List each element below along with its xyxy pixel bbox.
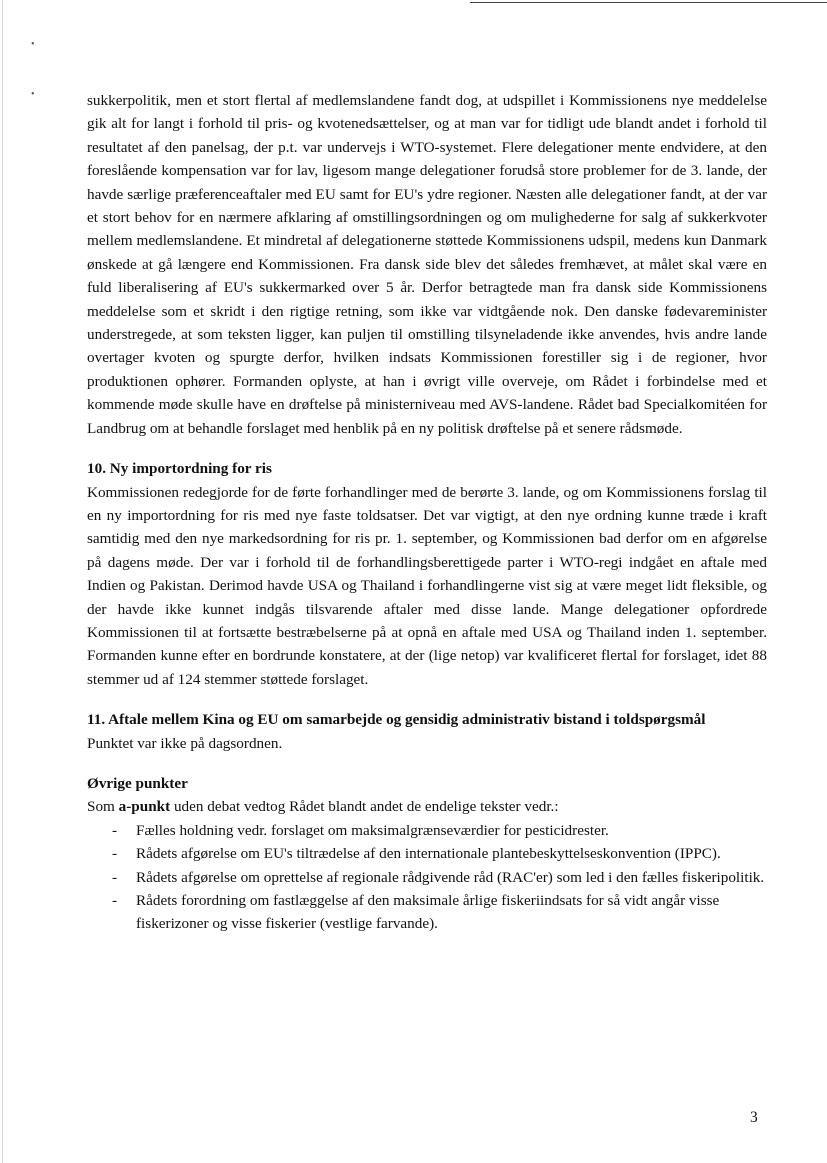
list-item-text: Fælles holdning vedr. forslaget om maksimalgrænseværdier for pesticidrester.	[136, 821, 609, 839]
intro-suffix: uden debat vedtog Rådet blandt andet de endelige tekster vedr.:	[170, 798, 559, 816]
other-points-intro	[87, 795, 767, 818]
scan-speck: •	[31, 39, 35, 50]
bullet-dash: -	[112, 821, 118, 839]
scan-edge-top	[470, 2, 827, 3]
bullet-dash: -	[112, 845, 118, 863]
heading-china-eu-agreement: 11. Aftale mellem Kina og EU om samarbejde og gensidig administrativ bistand i toldspørgsmål	[87, 711, 706, 729]
intro-prefix: Som	[87, 798, 119, 816]
scan-edge-left	[2, 0, 3, 1163]
list-item-text: Rådets forordning om fastlæggelse af den maksimale årlige fiskeriindsats for så vidt angår visse fiskerizoner og visse fiskerier (vestlige farvande).	[136, 892, 720, 933]
bullet-dash: -	[112, 868, 118, 886]
list-item-text: Rådets afgørelse om EU's tiltrædelse af den internationale plantebeskyttelseskonvention (IPPC).	[136, 845, 721, 863]
list-item	[87, 819, 767, 842]
document-body	[87, 89, 767, 936]
list-item	[87, 866, 767, 889]
intro-a-punkt: a-punkt	[118, 798, 171, 816]
paragraph-not-on-agenda: Punktet var ikke på dagsordnen.	[87, 734, 283, 752]
scan-speck: •	[31, 89, 35, 100]
bullet-dash: -	[112, 892, 118, 909]
other-points-list	[87, 819, 767, 936]
heading-other-points: Øvrige punkter	[87, 774, 188, 792]
heading-rice-import: 10. Ny importordning for ris	[87, 460, 272, 478]
page-number: 3	[750, 1109, 758, 1126]
paragraph-sugar-policy: sukkerpolitik, men et stort flertal af medlemslandene fandt dog, at udspillet i Kommissionens nye meddelelse gik alt for langt i forhold til pris- og kvotenedsættelser, og at man var for tidligt ude blandt andet i forhold til resultatet af den panelsag, der p.t. var undervejs i WTO-systemet. Flere delegationer mente endvidere, at den foreslående kompensation var for lav, ligesom mange delegationer forudså store problemer for de 3. lande, der havde særlige præferenceaftaler med EU samt for EU's ydre regioner. Næsten alle delegationer fandt, at der var et stort behov for en nærmere afklaring af omstillingsordningen og om mulighederne for salg af sukkerkvoter mellem medlemslandene. Et mindretal af delegationerne støttede Kommissionens udspil, medens kun Danmark ønskede at gå længere end Kommissionen. Fra dansk side blev det således fremhævet, at målet skal være en fuld liberalisering af EU's sukkermarked over 5 år. Derfor betragtede man fra dansk side Kommissionens meddelelse som et skridt i den rigtige retning, som ikke var vidtgående nok. Den danske fødevareminister understregede, at som teksten ligger, kan puljen til omstilling tilsyneladende ikke anvendes, hvis andre lande overtager kvoten og spurgte derfor, hvilken indsats Kommissionen forestiller sig i de regioner, hvor produktionen ophører. Formanden oplyste, at han i øvrigt ville overveje, om Rådet i forbindelse med et kommende møde skulle have en drøftelse på ministerniveau med AVS-landene. Rådet bad Specialkomitéen for Landbrug om at behandle forslaget med henblik på en ny politisk drøftelse på et senere rådsmøde.	[87, 92, 767, 437]
list-item-text: Rådets afgørelse om oprettelse af regionale rådgivende råd (RAC'er) som led i den fælles fiskeripolitik.	[136, 868, 765, 886]
list-item	[87, 842, 767, 865]
paragraph-rice-import: Kommissionen redegjorde for de førte forhandlinger med de berørte 3. lande, og om Kommissionens forslag til en ny importordning for ris med nye faste toldsatser. Det var vigtigt, at den nye ordning kunne træde i kraft samtidig med den nye markedsordning for ris pr. 1. september, og Kommissionen bad derfor om en afgørelse på dagens møde. Der var i forhold til de forhandlingsberettigede parter i WTO-regi indgået en aftale med Indien og Pakistan. Derimod havde USA og Thailand i forhandlingerne vist sig at være meget lidt fleksible, og der havde ikke kunnet indgås tilsvarende aftaler med disse lande. Mange delegationer opfordrede Kommissionen til at fortsætte bestræbelserne på at opnå en aftale med USA og Thailand inden 1. september. Formanden kunne efter en bordrunde konstatere, at der (lige netop) var kvalificeret flertal for forslaget, idet 88 stemmer ud af 124 stemmer støttede forslaget.	[87, 483, 767, 688]
list-item	[87, 889, 767, 936]
